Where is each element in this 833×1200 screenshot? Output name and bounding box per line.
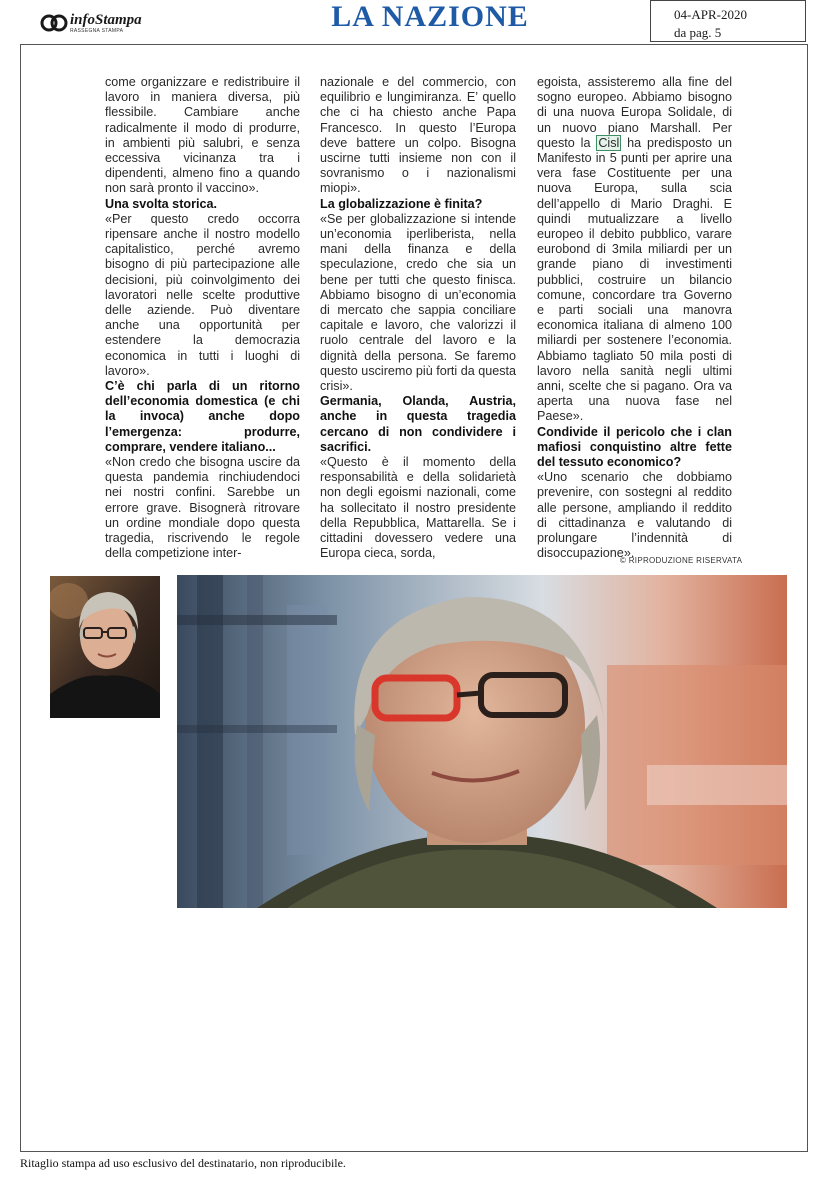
infostampa-logo	[40, 12, 140, 34]
paragraph: egoista, assisteremo alla fine del sogno europeo. Abbiamo bisogno di una nuova Europa Solidale, di un nuovo piano Marshall. Per questo la Cisl ha predisposto un Manifesto in 5 punti per aprire una vera fase Costituente per una nuova Europa, sulla scia dell’appello di Mario Draghi. E quindi mutualizzare a livello europeo il debito pubblico, varare eurobond di 3mila miliardi per un grande piano di investimenti pubblici, costruire un bilancio comune, concordare tra Governo e parti sociali una manovra economica italiana di almeno 100 miliardi per sostenere l’economia. Abbiamo tagliato 50 mila posti di lavoro nella sanità negli ultimi anni, scelte che si pagano. Ora va aperta una nuova fase nel Paese».	[537, 75, 732, 424]
article-column-2	[320, 75, 516, 562]
interview-question: Condivide il pericolo che i clan mafiosi conquistino altre fette del tessuto economico?	[537, 424, 732, 470]
paragraph: nazionale e del commercio, con equilibrio e lungimiranza. E’ quello che ci ha chiesto anche Papa Francesco. In questo l’Europa deve battere un colpo. Bisogna uscirne tutti insieme non con il sovranismo o i nazionalismi miopi».	[320, 75, 516, 196]
paragraph: «Se per globalizzazione si intende un’economia iperliberista, nella mani della finanza e della speculazione, credo che sia un bene per tutti che questo finisca. Abbiamo bisogno di un’economia di mercato che sappia conciliare capitale e lavoro, che valorizzi il ruolo centrale del lavoro e la dignità della persona. Se faremo questo usciremo più forti da questa crisi».	[320, 211, 517, 394]
portrait-photo-small	[50, 576, 160, 718]
page-reference: da pag. 5	[674, 25, 722, 40]
paragraph: «Questo è il momento della responsabilità e della solidarietà non degli egoismi nazionali, come ha sollecitato il nostro presidente della Repubblica, Mattarella. Se i cittadini dovessero vedere una Europa cieca, sorda,	[320, 455, 516, 561]
interview-question: C’è chi parla di un ritorno dell’economia domestica (e chi la invoca) anche dopo l’emergenza: produrre, comprare, vendere italiano...	[105, 379, 300, 454]
interview-question: La globalizzazione è finita?	[320, 196, 483, 211]
date-box	[650, 0, 806, 42]
interview-question: Germania, Olanda, Austria, anche in questa tragedia cercano di non condividere i sacrifici.	[320, 394, 516, 454]
paragraph: «Non credo che bisogna uscire da questa pandemia rinchiudendoci nei nostri confini. Sarebbe un errore grave. Bisognerà ritrovare un ordine mondiale dopo questa tragedia, riscrivendo le regole della competizione inter-	[105, 455, 300, 561]
newspaper-masthead: LA NAZIONE	[331, 0, 529, 33]
paragraph: «Uno scenario che dobbiamo prevenire, con sostegni al reddito alle persone, ampliando il reddito di cittadinanza e valutando di prolungare l’indennità di disoccupazione».	[537, 470, 732, 561]
logo-tagline: RASSEGNA STAMPA	[70, 28, 124, 34]
paragraph: «Per questo credo occorra ripensare anche il nostro modello capitalistico, perché avremo bisogno di più partecipazione alle decisioni, più coinvolgimento dei lavoratori nelle scelte produttive delle aziende. Può diventare anche una opportunità per estendere la democrazia economica in tutti i luoghi di lavoro».	[105, 211, 300, 378]
portrait-photo-large	[177, 575, 787, 908]
highlighted-term[interactable]: Cisl	[598, 135, 620, 150]
logo-mark-icon	[40, 12, 70, 34]
copyright-notice: © RIPRODUZIONE RISERVATA	[620, 556, 743, 565]
paragraph: come organizzare e redistribuire il lavoro in maniera diversa, più flessibile. Cambiare anche radicalmente il modo di produrre, in ambienti più salubri, e senza eccessiva vicinanza tra i dipendenti, almeno fino a quando non sarà pronto il vaccino».	[105, 75, 300, 196]
article-column-1	[105, 75, 300, 562]
footer-disclaimer: Ritaglio stampa ad uso esclusivo del destinatario, non riproducibile.	[20, 1156, 346, 1170]
logo-wordmark: infoStampa	[70, 12, 142, 28]
publication-date: 04-APR-2020	[674, 7, 747, 22]
article-column-3	[537, 75, 732, 562]
interview-question: Una svolta storica.	[105, 196, 217, 211]
